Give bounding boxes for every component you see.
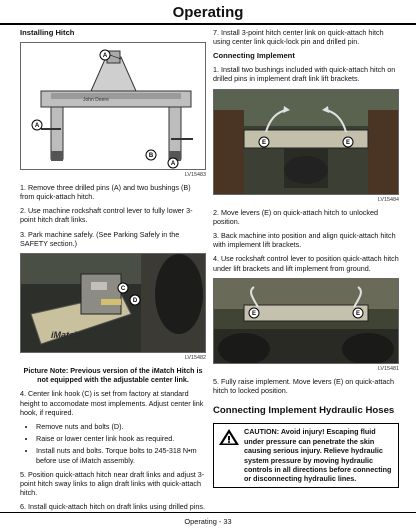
figure-label-4: LV15481 — [377, 365, 399, 372]
connect-step-3: 3. Back machine into position and align quick-attach hitch with implement lift brackets. — [213, 230, 396, 250]
figure-levers-unlocked — [213, 89, 399, 195]
section-heading-hydraulic-hoses: Connecting Implement Hydraulic Hoses — [213, 405, 395, 417]
figure-levers-locked — [213, 278, 399, 364]
callout-e-right: E — [345, 139, 351, 146]
callout-e-left-2: E — [251, 311, 257, 318]
connect-step-5: 5. Fully raise implement. Move levers (E) on quick-attach hitch to locked position. — [213, 376, 394, 395]
bullet-item: • Raise or lower center link hook as required. — [36, 434, 206, 443]
connect-step-2: 2. Move levers (E) on quick-attach hitch to unlocked position. — [213, 207, 378, 226]
figure-hitch — [20, 42, 206, 170]
step-6: 6. Install quick-attach hitch on draft links using drilled pins. — [20, 502, 205, 512]
center-link-photo — [21, 254, 205, 352]
callout-a-left: A — [34, 122, 40, 129]
bullet-item: • Remove nuts and bolts (D). — [36, 422, 206, 431]
bullet-item: • Install nuts and bolts. Torque bolts to 245-318 N•m before use of iMatch assembly. — [36, 446, 206, 464]
callout-b: B — [148, 152, 154, 159]
step-5: 5. Position quick-attach hitch near draft links and adjust 3-point hitch sway links to align draft links with quick-attach hitch. — [20, 469, 205, 498]
figure-label-3: LV15484 — [377, 196, 399, 203]
figure-label-1: LV15483 — [184, 171, 206, 178]
caution-box — [213, 423, 399, 487]
svg-text:John Deere: John Deere — [83, 96, 109, 103]
step-3: 3. Park machine safely. (See Parking Safely in the SAFETY section.) — [20, 229, 180, 248]
callout-c: C — [120, 286, 126, 293]
levers-unlocked-photo — [214, 90, 398, 194]
page-footer — [0, 512, 416, 526]
page-header — [0, 3, 416, 25]
figure-center-link — [20, 253, 206, 353]
section-heading-connecting-implement: Connecting Implement — [213, 51, 295, 61]
left-column — [20, 28, 206, 517]
figure-label-2: LV15482 — [184, 354, 206, 361]
callout-a-right: A — [170, 160, 176, 167]
page-number: Operating - 33 — [184, 517, 232, 526]
callout-e-right-2: E — [355, 311, 361, 318]
connect-step-4: 4. Use rockshaft control lever to position quick-attach hitch under lift brackets and lift implement from ground. — [213, 254, 399, 273]
caution-text: CAUTION: Avoid injury! Escaping fluid under pressure can penetrate the skin causing serious injury. Relieve hydraulic system pressure by moving hydraulic controls in all directions before connecting or disconnecting hydraulic lines. — [244, 427, 392, 484]
connect-step-1: 1. Install two bushings included with quick-attach hitch on drilled pins in implement draft link lift brackets. — [213, 65, 396, 84]
step-7: 7. Install 3-point hitch center link on quick-attach hitch using center link quick-lock pin and drilled pin. — [213, 28, 384, 47]
section-heading-installing-hitch: Installing Hitch — [20, 28, 75, 37]
page-title: Operating — [172, 4, 244, 21]
hitch-illustration — [21, 43, 205, 169]
right-column — [213, 28, 399, 488]
callout-a-top: A — [102, 52, 108, 59]
levers-locked-photo — [214, 279, 398, 363]
picture-note: Picture Note: Previous version of the iMatch Hitch is not equipped with the adjustable center link. — [23, 365, 203, 385]
step-2: 2. Use machine rockshaft control lever to fully lower 3-point hitch draft links. — [20, 206, 193, 225]
callout-d: D — [132, 298, 138, 305]
step-4: 4. Center link hook (C) is set from factory at standard height to accomodate most implements. Adjust center link hook, if required. — [20, 389, 204, 417]
bullet-list — [20, 422, 206, 465]
callout-e-left: E — [261, 139, 267, 146]
imatch-brand-text: iMatch — [51, 329, 80, 340]
step-1: 1. Remove three drilled pins (A) and two bushings (B) from quick-attach hitch. — [20, 182, 191, 201]
warning-icon — [218, 428, 240, 446]
